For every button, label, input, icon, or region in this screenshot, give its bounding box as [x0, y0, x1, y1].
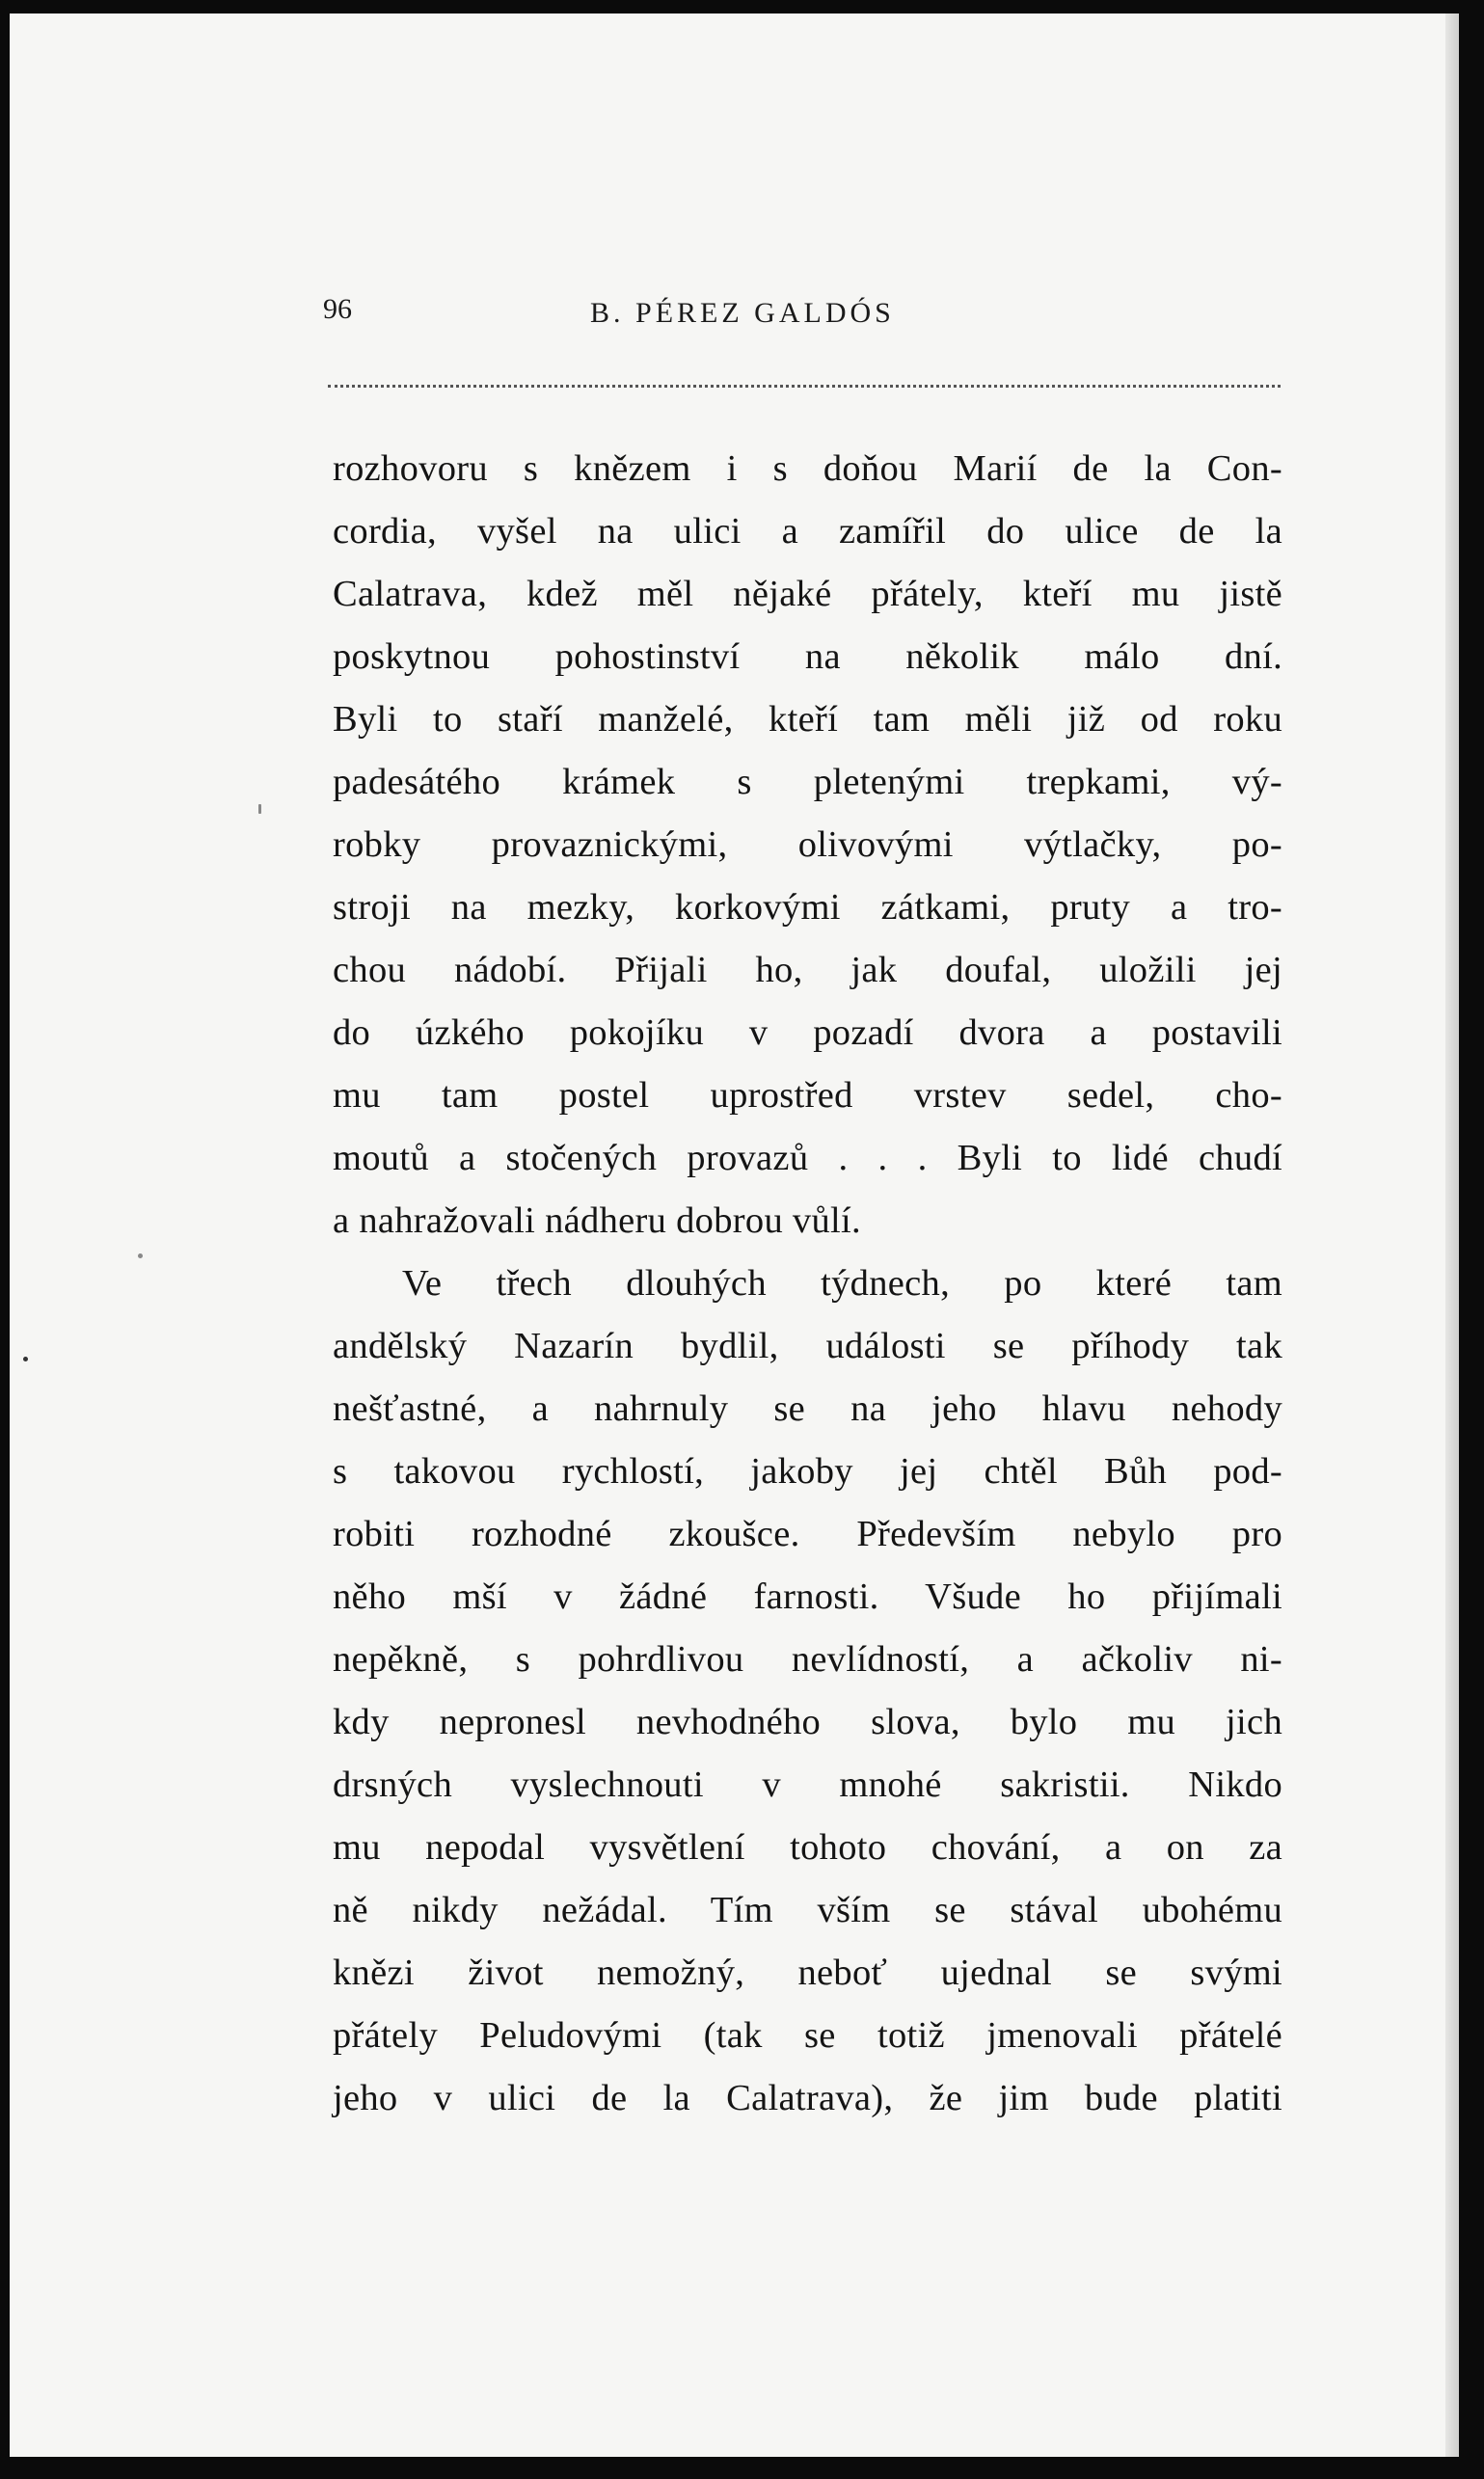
text-line: něho mší v žádné farnosti. Všude ho přijímali	[333, 1576, 1282, 1617]
text-line: jeho v ulici de la Calatrava), že jim bude platiti	[333, 2078, 1282, 2118]
speck	[258, 804, 261, 814]
text-line: Byli to staří manželé, kteří tam měli již od roku	[333, 699, 1282, 740]
text-line: robiti rozhodné zkoušce. Především nebylo pro	[333, 1514, 1282, 1554]
text-line: mu tam postel uprostřed vrstev sedel, cho-	[333, 1075, 1282, 1116]
text-line: mu nepodal vysvětlení tohoto chování, a on za	[333, 1827, 1282, 1868]
speck	[23, 1357, 28, 1361]
text-line: robky provaznickými, olivovými výtlačky, po-	[333, 824, 1282, 865]
text-line: do úzkého pokojíku v pozadí dvora a postavili	[333, 1012, 1282, 1053]
text-line: padesátého krámek s pletenými trepkami, vý-	[333, 762, 1282, 802]
page-edge	[1445, 13, 1459, 2457]
text-line: stroji na mezky, korkovými zátkami, pruty a tro-	[333, 887, 1282, 928]
body-text	[333, 438, 1282, 2130]
running-head: B. PÉREZ GALDÓS	[590, 297, 895, 329]
text-line: s takovou rychlostí, jakoby jej chtěl Bůh pod-	[333, 1451, 1282, 1492]
text-line: andělský Nazarín bydlil, události se příhody tak	[333, 1326, 1282, 1366]
text-line: nešťastné, a nahrnuly se na jeho hlavu nehody	[333, 1388, 1282, 1429]
text-line: kdy nepronesl nevhodného slova, bylo mu jich	[333, 1702, 1282, 1742]
text-line: Ve třech dlouhých týdnech, po které tam	[402, 1263, 1282, 1304]
text-line: moutů a stočených provazů . . . Byli to lidé chudí	[333, 1138, 1282, 1178]
text-line: Calatrava, kdež měl nějaké přátely, kteří mu jistě	[333, 574, 1282, 614]
text-line: chou nádobí. Přijali ho, jak doufal, uložili jej	[333, 950, 1282, 990]
header-rule	[328, 385, 1281, 388]
text-line: cordia, vyšel na ulici a zamířil do ulice de la	[333, 511, 1282, 552]
text-line: drsných vyslechnouti v mnohé sakristii. Nikdo	[333, 1765, 1282, 1805]
text-line: rozhovoru s knězem i s doňou Marií de la Con-	[333, 448, 1282, 489]
text-line: přátely Peludovými (tak se totiž jmenovali přátelé	[333, 2015, 1282, 2056]
book-page	[10, 13, 1459, 2457]
speck	[138, 1253, 143, 1258]
text-line: nepěkně, s pohrdlivou nevlídností, a ačkoliv ni-	[333, 1639, 1282, 1680]
text-line: poskytnou pohostinství na několik málo dní.	[333, 636, 1282, 677]
text-line: ně nikdy nežádal. Tím vším se stával ubohému	[333, 1890, 1282, 1930]
page-number: 96	[323, 293, 352, 325]
text-line: a nahražovali nádheru dobrou vůlí.	[333, 1200, 861, 1241]
text-line: knězi život nemožný, neboť ujednal se svými	[333, 1953, 1282, 1993]
page-header	[323, 293, 1287, 341]
